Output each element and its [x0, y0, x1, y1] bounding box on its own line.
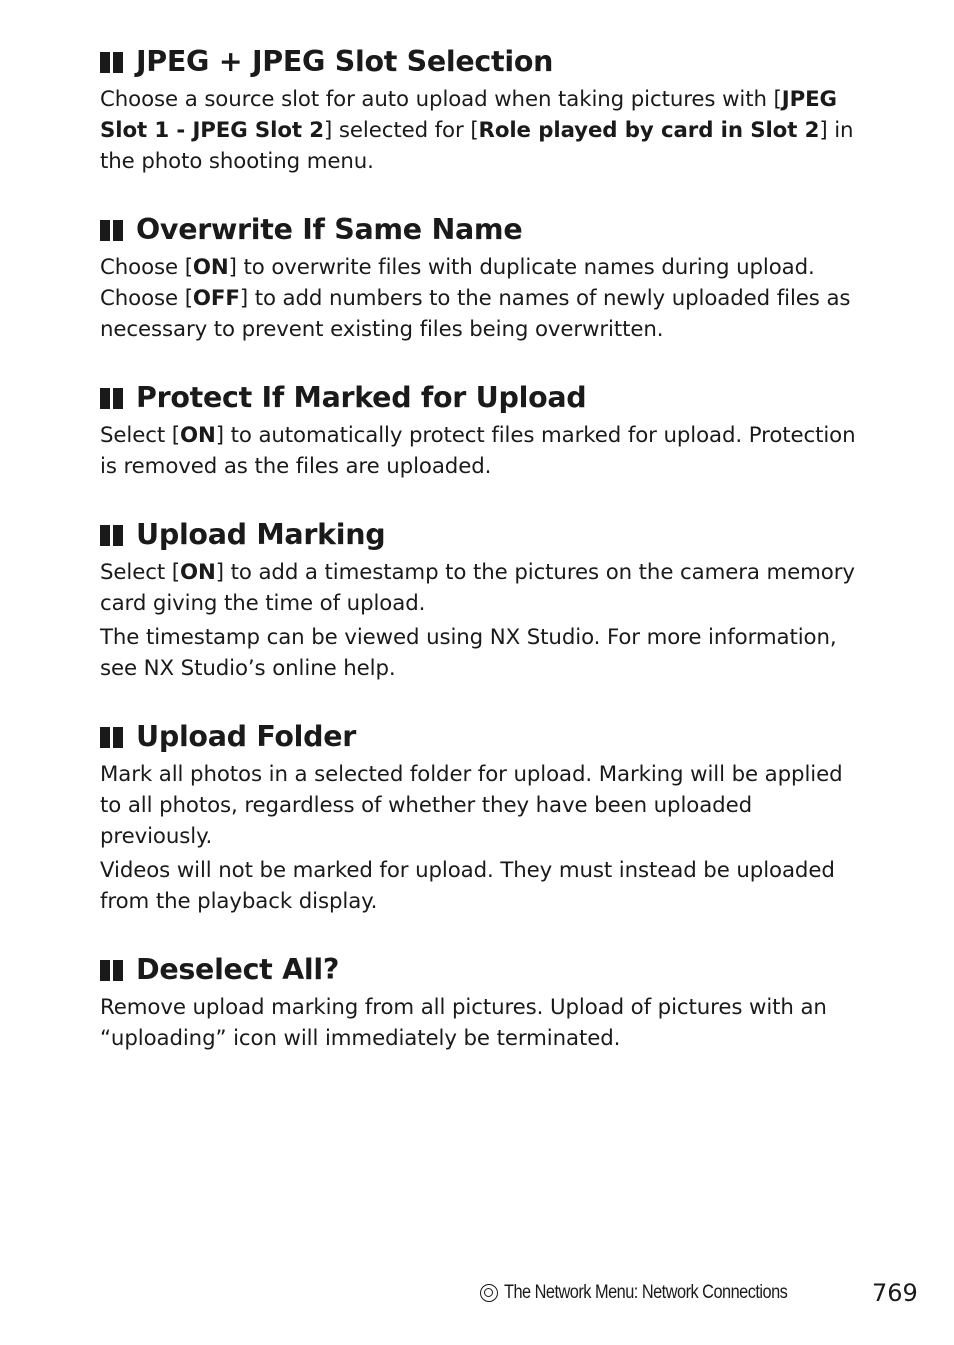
section-marker-icon: [100, 388, 123, 409]
section-title: Overwrite If Same Name: [136, 213, 523, 246]
paragraph: Mark all photos in a selected folder for upload. Marking will be applied to all photos, regardless of whether they have been uploaded previously.: [100, 762, 843, 849]
section-jpeg-slot-selection: [100, 40, 870, 177]
section-heading: [100, 513, 870, 557]
section-marker-icon: [100, 220, 123, 241]
text-run: ] to add numbers to the names of newly uploaded files as necessary to prevent existing files being overwritten.: [100, 286, 851, 342]
text-run: Select [: [100, 423, 180, 448]
paragraph: [100, 420, 870, 482]
menu-option-name: Role played by card in Slot 2: [478, 118, 820, 143]
paragraph: [100, 84, 870, 177]
section-heading: [100, 715, 870, 759]
text-run: ] to add a timestamp to the pictures on the camera memory card giving the time of upload.: [100, 560, 855, 616]
text-run: ] to automatically protect files marked for upload. Protection is removed as the files are uploaded.: [100, 423, 856, 479]
section-deselect-all: [100, 948, 870, 1054]
section-title: Deselect All?: [136, 953, 340, 986]
option-value: ON: [179, 423, 216, 448]
text-run: Choose [: [100, 255, 193, 280]
text-run: Select [: [100, 560, 180, 585]
option-value: ON: [179, 560, 216, 585]
section-marker-icon: [100, 727, 123, 748]
page-footer: [480, 1276, 920, 1310]
section-marker-icon: [100, 960, 123, 981]
option-value: ON: [192, 255, 229, 280]
section-heading: [100, 376, 870, 420]
menu-option-name: JPEG Slot 1 - JPEG Slot 2: [100, 87, 837, 143]
section-marker-icon: [100, 525, 123, 546]
paragraph: Videos will not be marked for upload. They must instead be uploaded from the playback display.: [100, 858, 835, 914]
network-globe-icon: [480, 1284, 498, 1302]
paragraph: Remove upload marking from all pictures. Upload of pictures with an “uploading” icon will immediately be terminated.: [100, 995, 827, 1051]
section-title: Protect If Marked for Upload: [136, 381, 587, 414]
section-title: Upload Marking: [136, 518, 386, 551]
section-title: Upload Folder: [136, 720, 356, 753]
text-run: ] to overwrite files with duplicate names during upload. Choose [: [100, 255, 815, 311]
section-protect-if-marked: [100, 376, 870, 482]
section-title: JPEG + JPEG Slot Selection: [136, 45, 554, 78]
paragraph: The timestamp can be viewed using NX Studio. For more information, see NX Studio’s online help.: [100, 625, 837, 681]
text-run: ] in the photo shooting menu.: [100, 118, 854, 174]
text-run: Choose a source slot for auto upload when taking pictures with [: [100, 87, 782, 112]
section-marker-icon: [100, 52, 123, 73]
page-number: 769: [872, 1279, 918, 1307]
page-content: [100, 40, 870, 1085]
section-overwrite-if-same-name: [100, 208, 870, 345]
section-upload-folder: [100, 715, 870, 917]
paragraph: [100, 252, 870, 345]
section-heading: [100, 40, 870, 84]
option-value: OFF: [192, 286, 240, 311]
section-upload-marking: [100, 513, 870, 684]
section-heading: [100, 208, 870, 252]
text-run: ] selected for [: [324, 118, 479, 143]
paragraph: [100, 557, 870, 619]
footer-chapter-title: The Network Menu: Network Connections: [504, 1282, 788, 1303]
section-heading: [100, 948, 870, 992]
